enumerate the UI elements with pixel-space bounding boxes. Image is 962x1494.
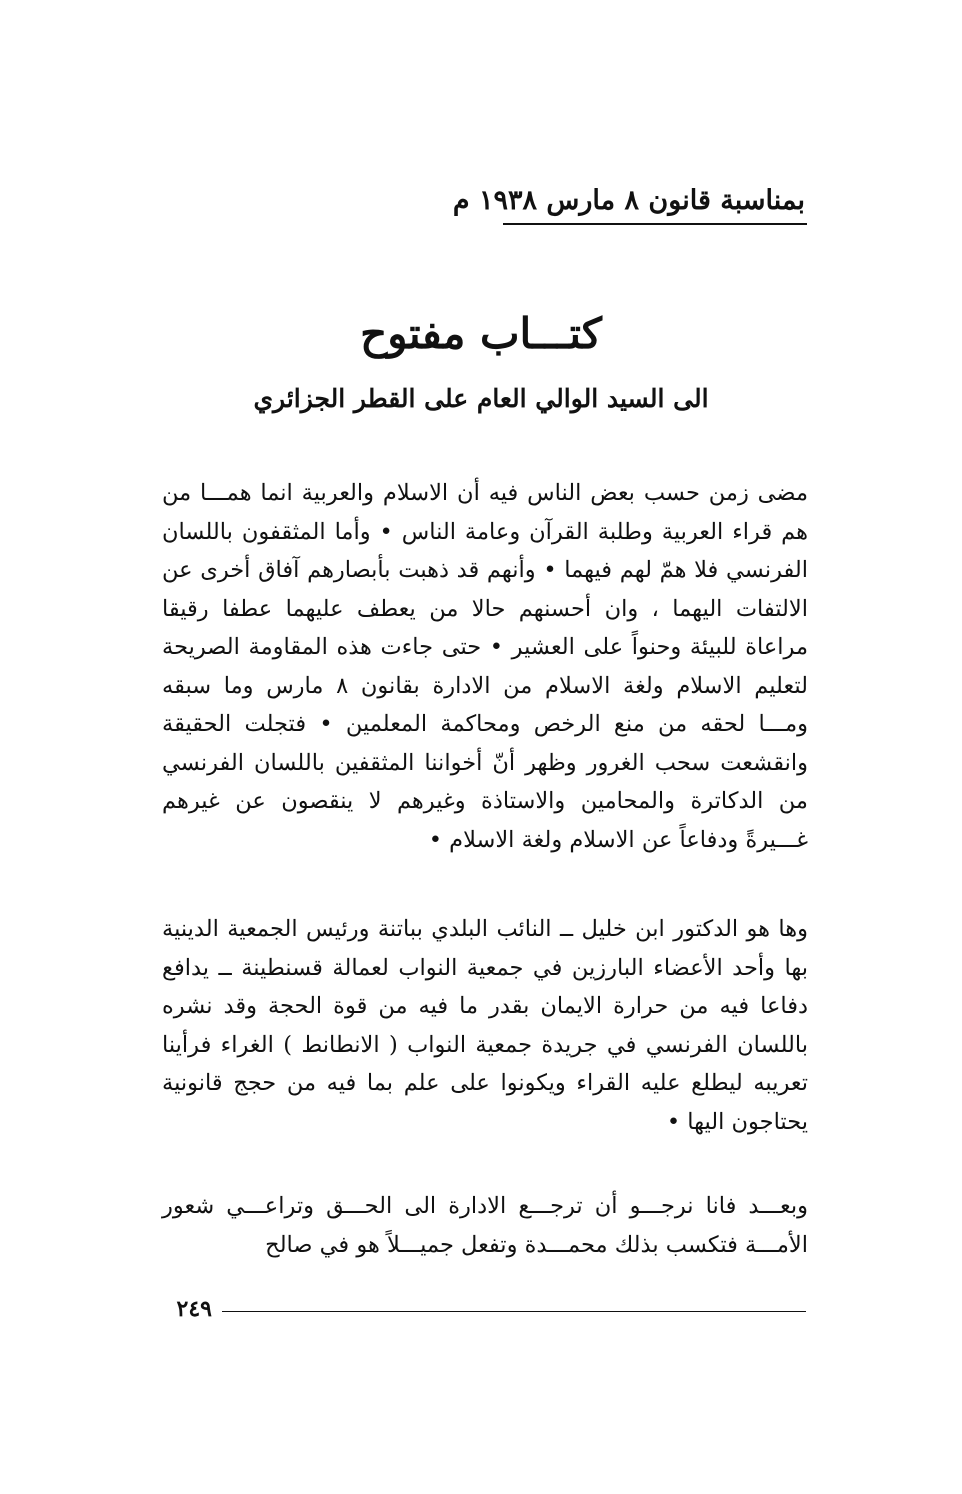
article-subtitle: الى السيد الوالي العام على القطر الجزائري bbox=[253, 384, 709, 413]
article-title: كتـــاب مفتوح bbox=[360, 309, 602, 358]
paragraph-3-block bbox=[162, 1187, 808, 1264]
page-number: ٢٤٩ bbox=[176, 1296, 212, 1322]
paragraph: وبعـــد فانا نرجـــو أن ترجـــع الادارة الى الحـــق وتراعـــي شعور الأمـــة فتكسب بذلك محمـــدة وتفعل جميـــلاً هو في صالح bbox=[162, 1193, 808, 1258]
running-header: بمناسبة قانون ٨ مارس ١٩٣٨ م bbox=[452, 185, 805, 216]
header-rule bbox=[503, 223, 807, 225]
paragraph-1-block bbox=[162, 474, 808, 859]
paragraph-2-block bbox=[162, 910, 808, 1141]
paragraph: مضى زمن حسب بعض الناس فيه أن الاسلام والعربية انما همـــا من هم قراء العربية وطلبة القرآن وعامة الناس • وأما المثقفون باللسان الفرنسي فلا همّ لهم فيهما • وأنهم قد ذهبت بأبصارهم آفاق أخرى عن الالتفات اليهما ، وان أحسنهم حالا من يعطف عليهما عطفا رقيقا مراعاة للبيئة وحنواً على العشير • حتى جاءت هذه المقاومة الصريحة لتعليم الاسلام ولغة الاسلام من الادارة بقانون ٨ مارس وما سبقه ومـــا لحقه من منع الرخص ومحاكمة المعلمين • فتجلت الحقيقة وانقشعت سحب الغرور وظهر أنّ أخواننا المثقفين باللسان الفرنسي من الدكاترة والمحامين والاستاذة وغيرهم لا ينقصون عن غيرهم غـــيرةً ودفاعاً عن الاسلام ولغة الاسلام • bbox=[162, 480, 808, 853]
footer-rule bbox=[222, 1311, 806, 1312]
paragraph: وها هو الدكتور ابن خليل ــ النائب البلدي بباتنة ورئيس الجمعية الدينية بها وأحد الأعضاء البارزين في جمعية النواب لعمالة قسنطينة ــ يدافع دفاعا فيه من حرارة الايمان بقدر ما فيه من قوة الحجة وقد نشره باللسان الفرنسي في جريدة جمعية النواب ( الانطانط ) الغراء فرأينا تعريبه ليطلع عليه القراء ويكونوا على علم بما فيه من حجج قانونية يحتاجون اليها • bbox=[162, 916, 808, 1135]
